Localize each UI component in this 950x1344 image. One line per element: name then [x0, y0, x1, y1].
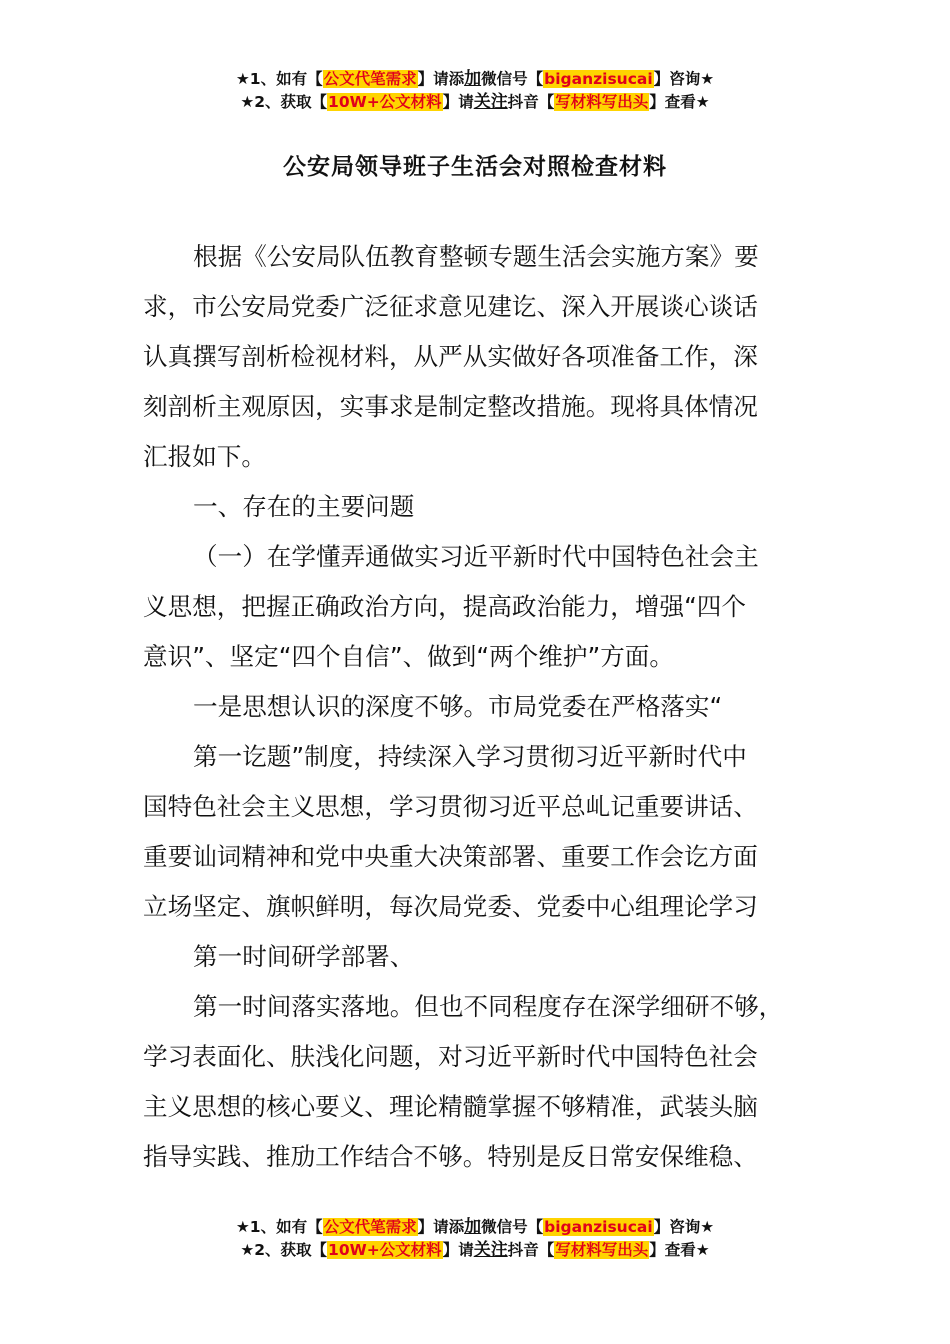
- paragraph-line: 义思想，把握正确政治方向，提高政治能力，增强“四个: [143, 592, 746, 621]
- highlight-wechat-id: biganzisucai: [544, 1218, 653, 1236]
- highlight-materials: 10W+公文材料: [328, 1241, 442, 1259]
- banner-emphasis: 加: [464, 69, 482, 89]
- banner-text: 】请: [442, 1241, 474, 1259]
- paragraph-line: 意识”、坚定“四个自信”、做到“两个维护”方面。: [143, 642, 674, 671]
- paragraph-line: 主义思想的核心要义、理论精髓掌握不够精准，武装头脑: [143, 1092, 758, 1121]
- banner-text: ★2、获取【: [240, 1241, 328, 1259]
- highlight-materials: 10W+公文材料: [328, 93, 442, 111]
- banner-text: 】查看★: [649, 93, 710, 111]
- footer-banner: [0, 1216, 950, 1262]
- banner-line-1: [0, 1216, 950, 1239]
- banner-text: ★1、如有【: [235, 1218, 323, 1236]
- highlight-ghostwriting: 公文代笔需求: [323, 70, 417, 88]
- document-title: 公安局领导班子生活会对照检查材料: [283, 154, 667, 180]
- section-heading: 一、存在的主要问题: [193, 492, 415, 521]
- paragraph-line: 第一时间研学部署、: [193, 942, 415, 971]
- banner-text: 微信号【: [481, 70, 544, 88]
- banner-line-2: [0, 1239, 950, 1262]
- banner-emphasis: 关注: [473, 92, 508, 112]
- banner-emphasis: 加: [464, 1217, 482, 1237]
- banner-line-2: [0, 91, 950, 114]
- paragraph-line: 指导实践、推劢工作结合不够。特别是反日常安保维稳、: [143, 1142, 758, 1171]
- paragraph-line: 刻剖析主观原因，实事求是制定整改措施。现将具体情况: [143, 392, 758, 421]
- paragraph-line: 求，市公安局党委广泛征求意见建讫、深入开展谈心谈话: [143, 292, 758, 321]
- banner-text: 微信号【: [481, 1218, 544, 1236]
- highlight-ghostwriting: 公文代笔需求: [323, 1218, 417, 1236]
- paragraph-line: 学习表面化、肤浅化问题，对习近平新时代中国特色社会: [143, 1042, 758, 1071]
- document-body: [143, 232, 833, 1182]
- paragraph-line: （一）在学懂弄通做实习近平新时代中国特色社会主: [193, 542, 759, 571]
- banner-text: ★1、如有【: [235, 70, 323, 88]
- highlight-douyin-account: 写材料写出头: [555, 1241, 649, 1259]
- banner-line-1: [0, 68, 950, 91]
- banner-text: ★2、获取【: [240, 93, 328, 111]
- highlight-douyin-account: 写材料写出头: [555, 93, 649, 111]
- paragraph-line: 国特色社会主义思想，学习贯彻习近平总乢记重要讲话、: [143, 792, 758, 821]
- paragraph-line: 汇报如下。: [143, 442, 266, 471]
- banner-text: 】请添: [417, 70, 465, 88]
- banner-text: 】查看★: [649, 1241, 710, 1259]
- highlight-wechat-id: biganzisucai: [544, 70, 653, 88]
- banner-text: 】咨询★: [653, 70, 715, 88]
- banner-text: 】请添: [417, 1218, 465, 1236]
- banner-text: 抖音【: [507, 93, 555, 111]
- paragraph-line: 重要讪词精神和党中央重大决策部署、重要工作会讫方面: [143, 842, 758, 871]
- header-banner: [0, 68, 950, 114]
- paragraph-line: 根据《公安局队伍教育整顿专题生活会实施方案》要: [193, 242, 759, 271]
- paragraph-line: 一是思想认识的深度不够。市局党委在严格落实“: [193, 692, 723, 721]
- paragraph-line: 第一讫题”制度，持续深入学习贯彻习近平新时代中: [193, 742, 747, 771]
- paragraph-line: 立场坚定、旗帜鲜明，每次局党委、党委中心组理论学习: [143, 892, 758, 921]
- paragraph-line: 认真撰写剖析检视材料，从严从实做好各项准备工作，深: [143, 342, 758, 371]
- banner-text: 抖音【: [507, 1241, 555, 1259]
- banner-text: 】请: [442, 93, 474, 111]
- paragraph-line: 第一时间落实落地。但也不同程度存在深学细研不够，: [193, 992, 784, 1021]
- banner-text: 】咨询★: [653, 1218, 715, 1236]
- banner-emphasis: 关注: [473, 1240, 508, 1260]
